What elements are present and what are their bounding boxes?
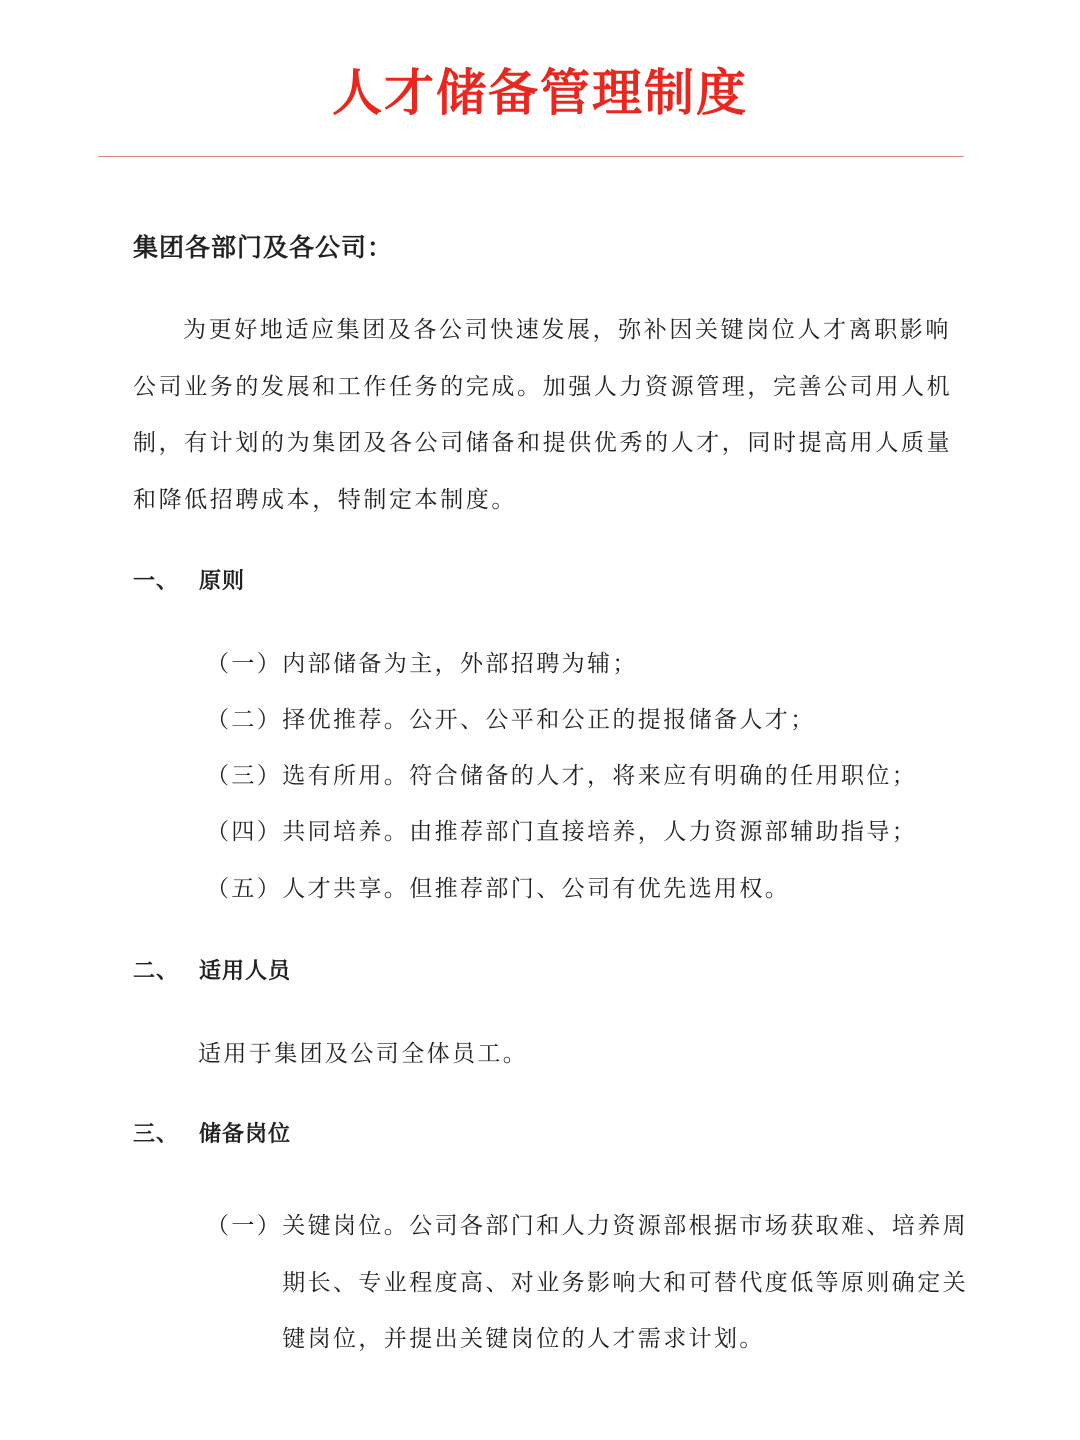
section-number: 一、	[133, 569, 180, 594]
principle-item-2: （二）择优推荐。公开、公平和公正的提报储备人才；	[206, 707, 816, 733]
section-number: 三、	[133, 1122, 180, 1147]
principle-item-3: （三）选有所用。符合储备的人才，将来应有明确的任用职位；	[206, 763, 918, 789]
title-divider	[98, 156, 964, 157]
reserve-position-item-1	[206, 1198, 976, 1368]
section-title: 储备岗位	[199, 1122, 292, 1147]
intro-paragraph: 为更好地适应集团及各公司快速发展，弥补因关键岗位人才离职影响公司业务的发展和工作任务的完成。加强人力资源管理，完善公司用人机制，有计划的为集团及各公司储备和提供优秀的人才，同时提高用人质量和降低招聘成本，特制定本制度。	[133, 317, 953, 513]
item-text: 关键岗位。公司各部门和人力资源部根据市场获取难、培养周期长、专业程度高、对业务影响大和可替代度低等原则确定关键岗位，并提出关键岗位的人才需求计划。	[282, 1213, 969, 1352]
principle-item-5: （五）人才共享。但推荐部门、公司有优先选用权。	[206, 876, 791, 902]
section-heading-applicable-staff	[133, 952, 291, 992]
section-heading-reserve-positions	[133, 1115, 291, 1155]
section-title: 原则	[199, 569, 246, 594]
section-heading-principles	[133, 562, 245, 602]
document-title: 人才储备管理制度	[332, 63, 748, 122]
section-title: 适用人员	[199, 959, 292, 984]
item-marker: （一）	[206, 1213, 283, 1239]
salutation: 集团各部门及各公司：	[133, 233, 394, 262]
principle-item-1: （一）内部储备为主，外部招聘为辅；	[206, 651, 638, 677]
principle-item-4: （四）共同培养。由推荐部门直接培养，人力资源部辅助指导；	[206, 819, 918, 845]
applicable-staff-paragraph: 适用于集团及公司全体员工。	[198, 1041, 529, 1067]
section-number: 二、	[133, 959, 180, 984]
